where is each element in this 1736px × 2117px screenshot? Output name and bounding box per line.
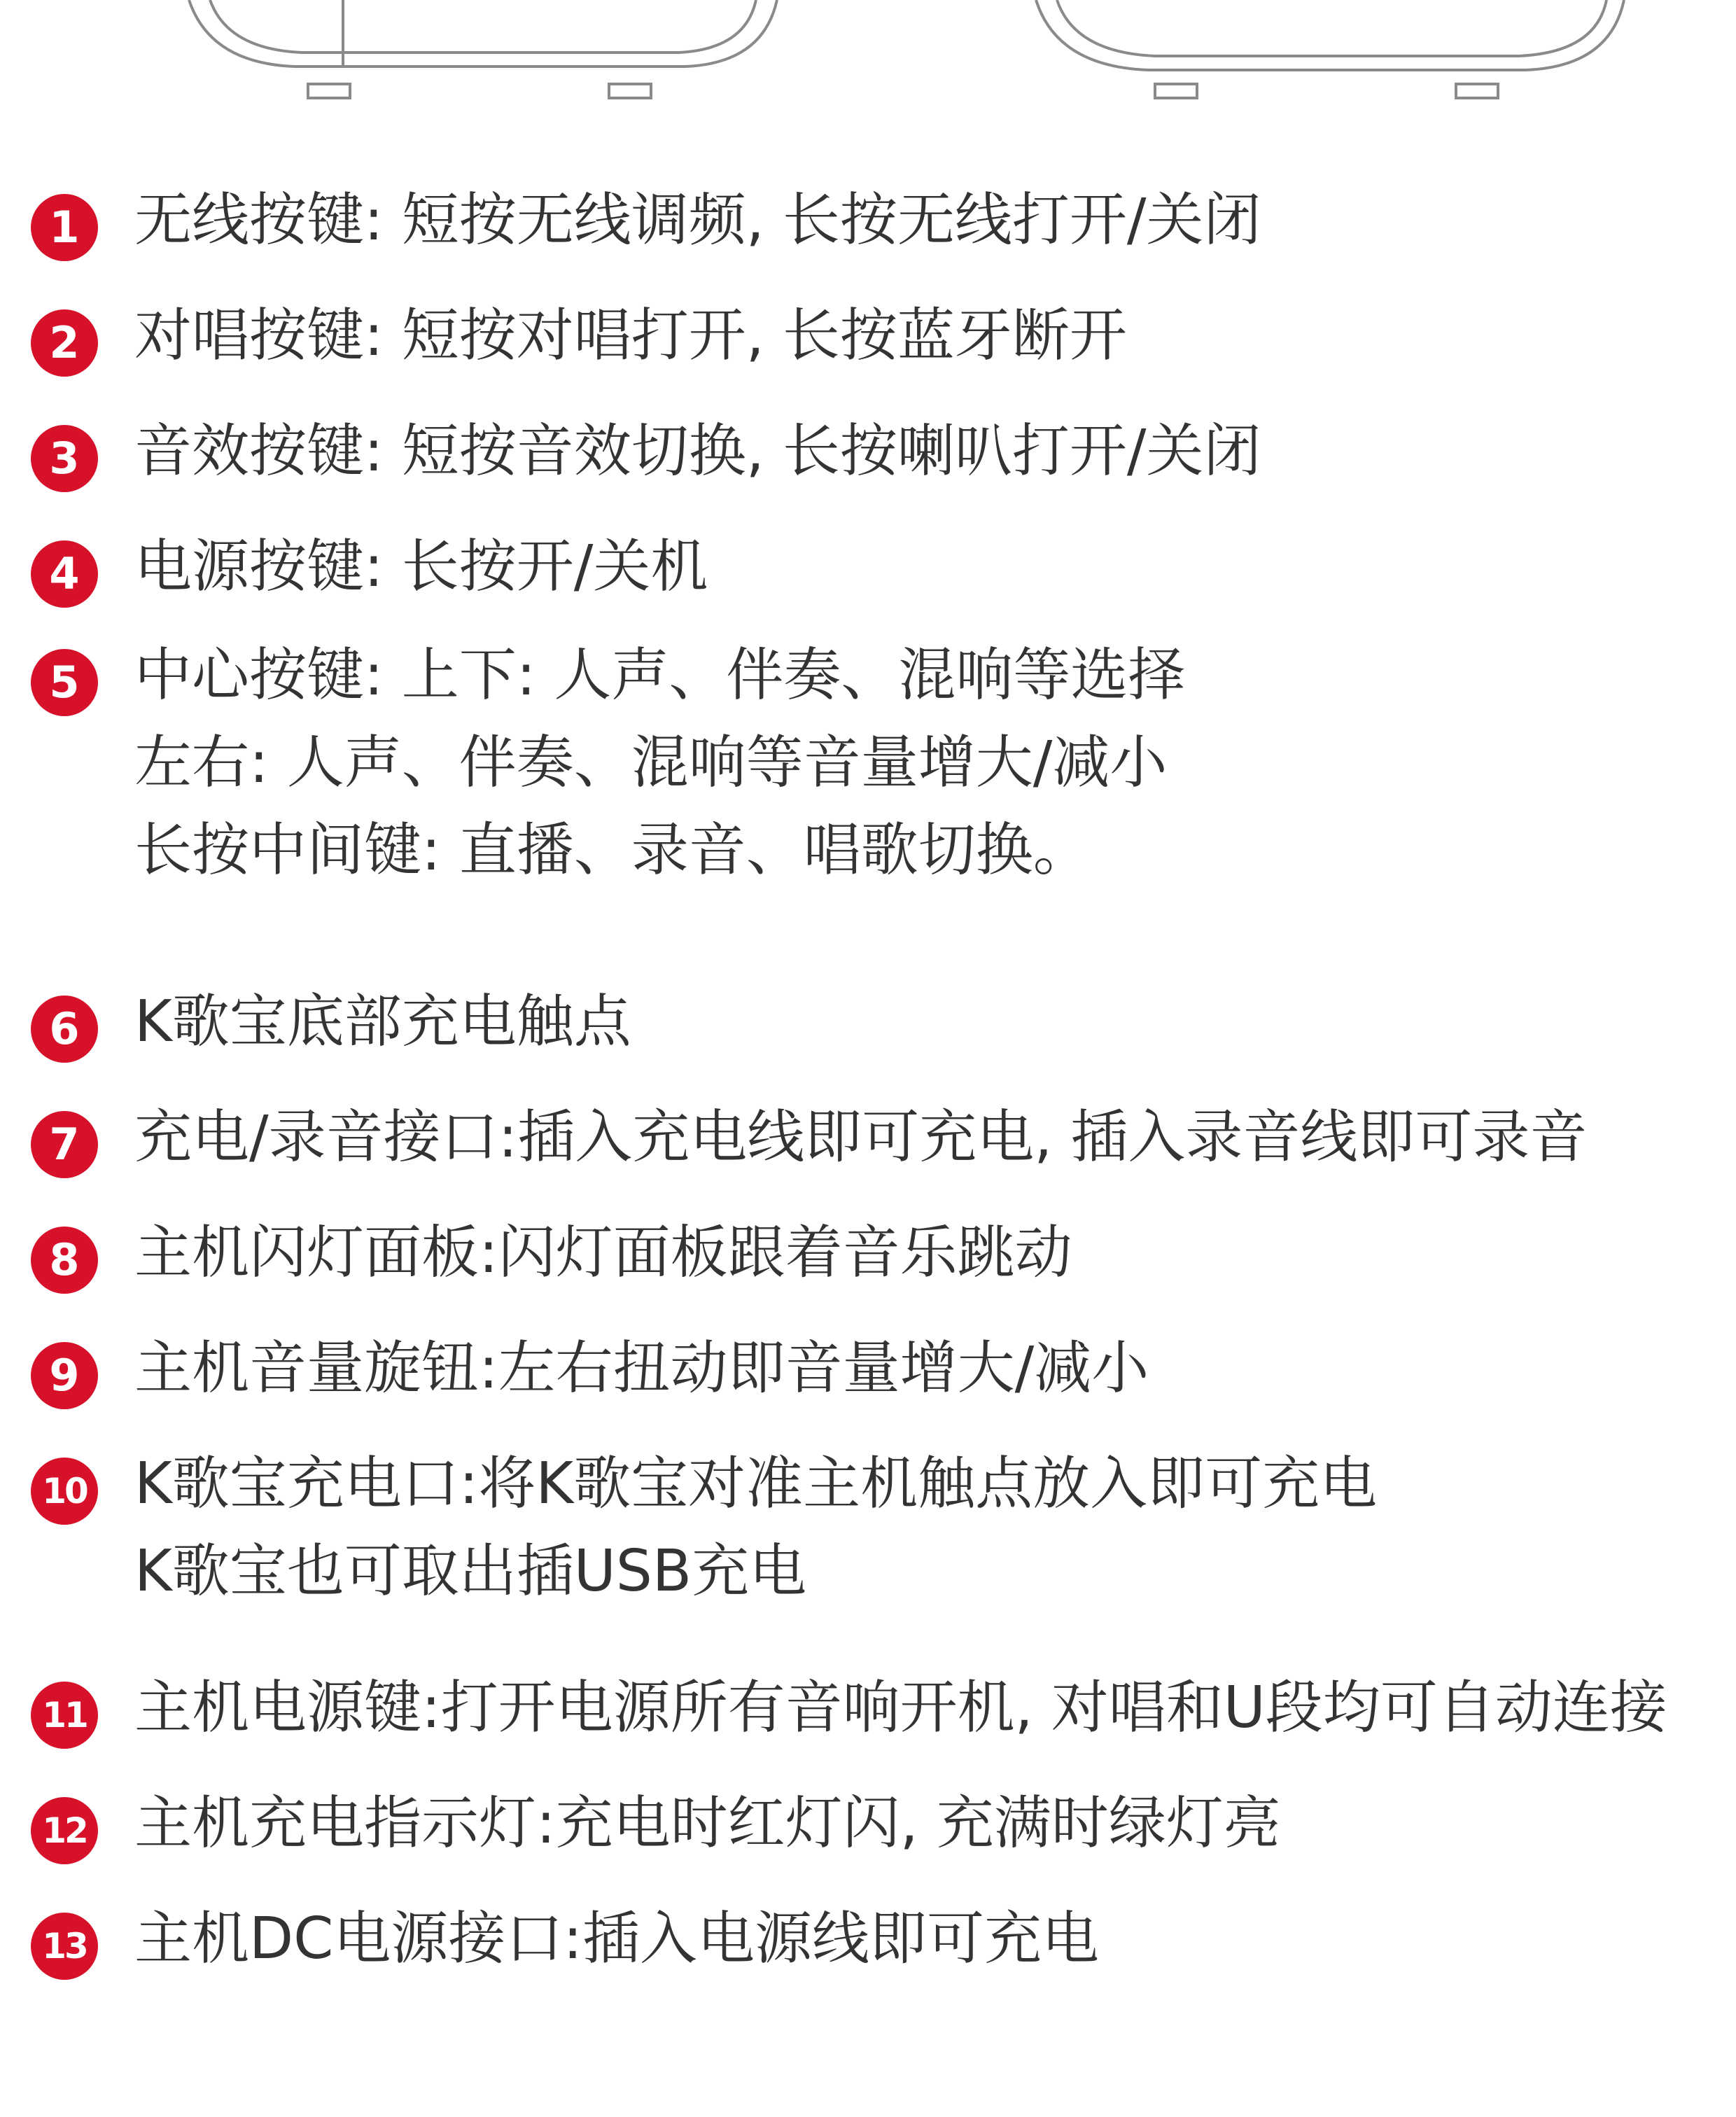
item-number-badge: 3: [31, 425, 98, 492]
list-item: [31, 1789, 1725, 1876]
item-text-line: 对唱按键: 短按对唱打开, 长按蓝牙断开: [134, 302, 1127, 369]
list-item: [31, 1103, 1725, 1190]
right-foot-2: [1456, 84, 1498, 98]
list-item: [31, 186, 1725, 273]
list-item: [31, 1449, 1725, 1624]
item-number-badge: 6: [31, 995, 98, 1063]
left-foot-1: [308, 84, 350, 98]
list-item: [31, 1218, 1725, 1306]
item-number-badge: 4: [31, 540, 98, 608]
item-text-line: K歌宝底部充电触点: [134, 988, 631, 1055]
right-device-outline: [1036, 0, 1624, 70]
list-item: [31, 987, 1725, 1075]
item-number-badge: 2: [31, 309, 98, 377]
item-number-badge: 11: [31, 1682, 98, 1749]
item-text-line: 主机充电指示灯:充电时红灯闪, 充满时绿灯亮: [134, 1790, 1281, 1857]
item-text-line: 左右: 人声、伴奏、混响等音量增大/减小: [134, 729, 1168, 796]
item-number-badge: 7: [31, 1111, 98, 1178]
item-number-badge: 9: [31, 1342, 98, 1409]
item-text-line: 中心按键: 上下: 人声、伴奏、混响等选择: [134, 642, 1186, 708]
item-text-line: 无线按键: 短按无线调频, 长按无线打开/关闭: [134, 187, 1261, 253]
item-text-line: K歌宝也可取出插USB充电: [134, 1538, 807, 1605]
list-item: [31, 301, 1725, 389]
item-number-badge: 10: [31, 1458, 98, 1525]
item-text-line: 主机闪灯面板:闪灯面板跟着音乐跳动: [134, 1220, 1072, 1286]
item-text-line: K歌宝充电口:将K歌宝对准主机触点放入即可充电: [134, 1451, 1378, 1517]
left-device-outline: [189, 0, 777, 67]
list-item: [31, 1673, 1725, 1761]
item-number-badge: 8: [31, 1227, 98, 1294]
item-text-line: 电源按键: 长按开/关机: [134, 533, 708, 600]
list-item: [31, 1904, 1725, 1992]
list-item: [31, 532, 1725, 620]
left-device-inner: [210, 0, 756, 53]
left-foot-2: [609, 84, 651, 98]
right-foot-1: [1155, 84, 1197, 98]
item-text-line: 长按中间键: 直播、录音、唱歌切换。: [134, 817, 1091, 883]
item-number-badge: 13: [31, 1913, 98, 1980]
item-text-line: 充电/录音接口:插入充电线即可充电, 插入录音线即可录音: [134, 1104, 1588, 1171]
device-outline-diagram: [0, 0, 1736, 105]
item-number-badge: 1: [31, 194, 98, 261]
item-number-badge: 12: [31, 1797, 98, 1864]
item-text-line: 主机DC电源接口:插入电源线即可充电: [134, 1906, 1100, 1972]
list-item: [31, 417, 1725, 504]
item-text-line: 主机电源键:打开电源所有音响开机, 对唱和U段均可自动连接: [134, 1675, 1667, 1741]
item-text-line: 主机音量旋钮:左右扭动即音量增大/减小: [134, 1335, 1149, 1402]
right-device-inner: [1057, 0, 1606, 56]
list-item: [31, 641, 1725, 903]
list-item: [31, 1334, 1725, 1421]
item-number-badge: 5: [31, 649, 98, 716]
item-text-line: 音效按键: 短按音效切换, 长按喇叭打开/关闭: [134, 418, 1261, 484]
